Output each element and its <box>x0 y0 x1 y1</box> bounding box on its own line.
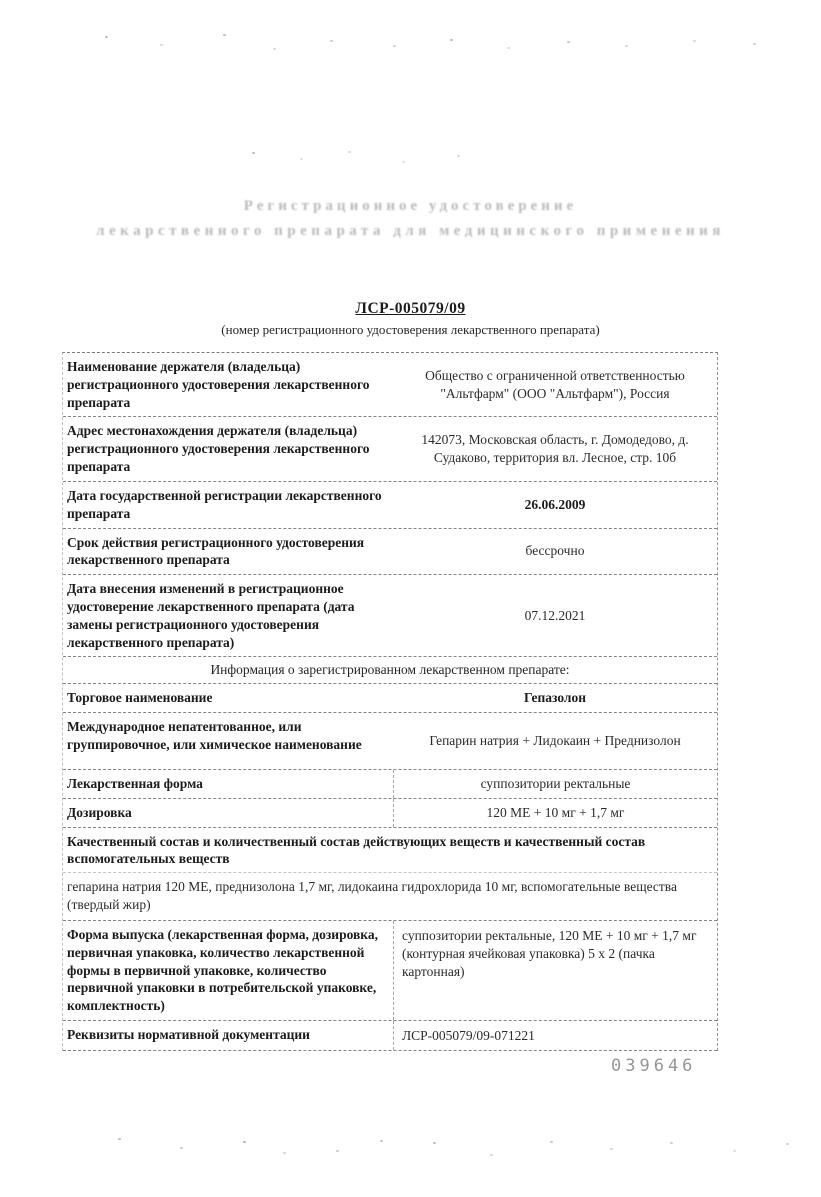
trade-name-value: Гепазолон <box>523 690 587 706</box>
scan-noise-middle <box>252 152 255 154</box>
row-holder-address <box>63 417 717 481</box>
row-validity-period <box>63 529 717 576</box>
registration-date-label: Дата государственной регистрации лекарственного препарата <box>67 487 382 521</box>
row-registration-date <box>63 482 717 529</box>
registration-number-caption: (номер регистрационного удостоверения лекарственного препарата) <box>221 322 600 337</box>
dosage-form-value: суппозитории ректальные <box>393 770 717 798</box>
row-release-form <box>63 921 717 1021</box>
amendment-date-value: 07.12.2021 <box>524 607 586 623</box>
scan-noise-top <box>105 36 108 38</box>
holder-address-label: Адрес местонахождения держателя (владельца) регистрационного удостоверения лекарственного препарата <box>67 423 370 475</box>
holder-name-value: Общество с ограниченной ответственностью "Альтфарм" (ООО "Альтфарм"), Россия <box>425 367 685 401</box>
faded-header-line-1: Регистрационное удостоверение <box>243 198 578 214</box>
holder-address-value: 142073, Московская область, г. Домодедово, д. Судаково, территория вл. Лесное, стр. 10б <box>421 432 689 466</box>
registration-number: ЛСР-005079/09 <box>355 300 466 317</box>
row-composition <box>63 828 717 921</box>
row-inn-name <box>63 713 717 770</box>
serial-number-stamp: 039646 <box>611 1056 697 1076</box>
normative-docs-value: ЛСР-005079/09-071221 <box>393 1021 717 1050</box>
row-dosage <box>63 799 717 828</box>
release-form-label: Форма выпуска (лекарственная форма, дозировка, первичная упаковка, количество лекарственной формы в первичной упаковке, количество первичной упаковки в потребительской упаковке, комплектность) <box>67 926 378 1014</box>
validity-period-label: Срок действия регистрационного удостоверения лекарственного препарата <box>67 534 365 568</box>
dosage-value: 120 МЕ + 10 мг + 1,7 мг <box>393 799 717 827</box>
inn-name-label: Международное непатентованное, или группировочное, или химическое наименование <box>67 719 362 752</box>
title-block <box>0 300 821 338</box>
amendment-date-label: Дата внесения изменений в регистрационное удостоверение лекарственного препарата (дата замены регистрационного удостоверения лекарственного препарата) <box>67 581 355 650</box>
row-amendment-date <box>63 575 717 657</box>
validity-period-value: бессрочно <box>525 543 585 559</box>
scan-noise-bottom <box>118 1138 121 1140</box>
faded-document-header <box>0 198 821 240</box>
dosage-form-label: Лекарственная форма <box>67 776 203 791</box>
row-trade-name <box>63 684 717 713</box>
composition-header: Качественный состав и количественный состав действующих веществ и качественный состав вспомогательных веществ <box>67 833 646 867</box>
faded-header-line-2: лекарственного препарата для медицинского применения <box>96 223 725 239</box>
dosage-label: Дозировка <box>67 804 132 820</box>
release-form-value: суппозитории ректальные, 120 МЕ + 10 мг + 1,7 мг (контурная ячейковая упаковка) 5 х 2 (пачка картонная) <box>393 921 717 1020</box>
inn-name-value: Гепарин натрия + Лидокаин + Преднизолон <box>429 733 681 749</box>
row-normative-docs <box>63 1021 717 1051</box>
registration-date-value: 26.06.2009 <box>524 496 586 512</box>
row-holder-name <box>63 353 717 417</box>
registration-table <box>62 352 718 1051</box>
registered-drug-info-banner: Информация о зарегистрированном лекарственном препарате: <box>63 657 717 684</box>
holder-name-label: Наименование держателя (владельца) регистрационного удостоверения лекарственного препарата <box>67 359 370 410</box>
trade-name-label: Торговое наименование <box>67 690 213 706</box>
row-dosage-form <box>63 770 717 799</box>
composition-text: гепарина натрия 120 МЕ, преднизолона 1,7 мг, лидокаина гидрохлорида 10 мг, вспомогательные вещества (твердый жир) <box>63 872 717 920</box>
normative-docs-label: Реквизиты нормативной документации <box>67 1026 310 1042</box>
